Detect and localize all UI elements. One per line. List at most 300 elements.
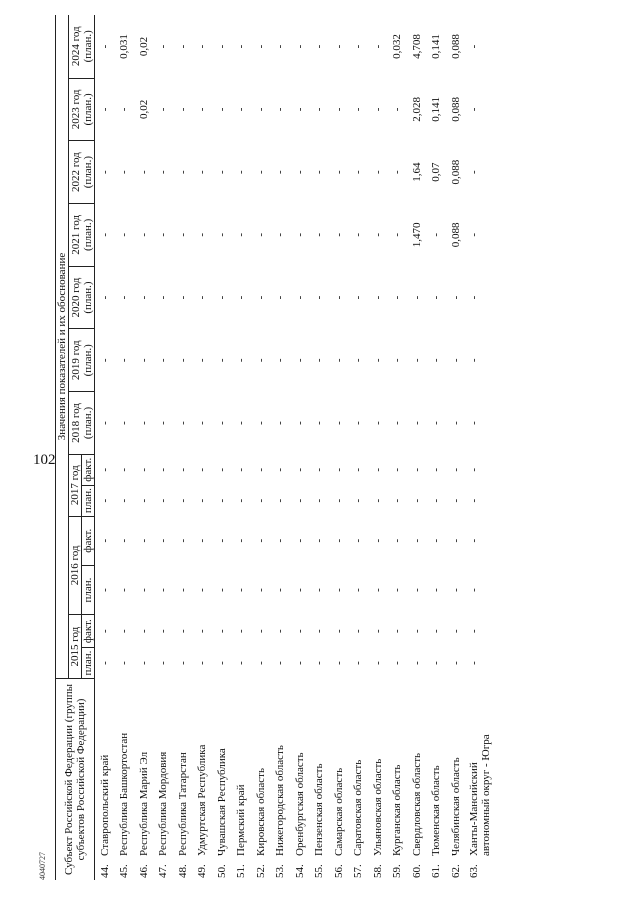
subject-cell bbox=[427, 678, 447, 880]
row-number: 59. bbox=[391, 864, 404, 878]
subject-cell bbox=[154, 678, 174, 880]
subject-name: Ульяновская область bbox=[371, 758, 384, 856]
value-cell: - bbox=[430, 358, 443, 363]
subject-name: Саратовская область bbox=[352, 759, 365, 856]
value-cell: - bbox=[157, 661, 170, 665]
value-cell: - bbox=[467, 538, 480, 543]
value-cell: - bbox=[98, 421, 111, 425]
value-cell: - bbox=[332, 421, 345, 425]
header-year-plan bbox=[69, 329, 95, 392]
value-cell: - bbox=[352, 233, 365, 237]
value-cell: - bbox=[118, 467, 131, 472]
value-cell: - bbox=[98, 358, 111, 363]
value-cell: - bbox=[371, 44, 384, 49]
header-subject: Субъект Российской Федерации (группы субъектов Российской Федерации) bbox=[56, 678, 95, 880]
value-cell: - bbox=[176, 44, 189, 49]
value-cell: - bbox=[313, 233, 326, 237]
value-cell: - bbox=[430, 629, 443, 633]
value-cell: - bbox=[254, 358, 267, 363]
value-cell: 1,470 bbox=[410, 222, 423, 248]
value-cell: - bbox=[274, 538, 287, 543]
value-cell: - bbox=[176, 661, 189, 665]
row-number: 53. bbox=[274, 864, 287, 878]
value-cell: - bbox=[352, 107, 365, 112]
value-cell: - bbox=[352, 467, 365, 472]
value-cell: - bbox=[410, 661, 423, 665]
row-number: 63. bbox=[467, 864, 480, 878]
value-cell: - bbox=[391, 421, 404, 425]
row-number: 54. bbox=[293, 864, 306, 878]
header-year: 2016 год bbox=[69, 516, 82, 615]
subject-name: Чувашская Республика bbox=[215, 748, 228, 856]
header-sub-fact: факт. bbox=[82, 454, 95, 485]
row-number: 52. bbox=[254, 864, 267, 878]
subject-cell bbox=[446, 678, 466, 880]
value-cell: - bbox=[352, 44, 365, 49]
header-year-sub: (план.) bbox=[81, 344, 94, 377]
value-cell: - bbox=[332, 44, 345, 49]
value-cell: - bbox=[196, 538, 209, 543]
value-cell: - bbox=[391, 295, 404, 300]
row-number: 57. bbox=[352, 864, 365, 878]
value-cell: - bbox=[196, 233, 209, 237]
value-cell: - bbox=[371, 588, 384, 592]
value-cell: - bbox=[410, 629, 423, 633]
value-cell: - bbox=[157, 629, 170, 633]
value-cell: - bbox=[157, 295, 170, 300]
value-cell: - bbox=[157, 498, 170, 503]
value-cell: - bbox=[371, 295, 384, 300]
value-cell: - bbox=[467, 498, 480, 503]
value-cell: - bbox=[254, 629, 267, 633]
value-cell: - bbox=[352, 629, 365, 633]
value-cell: - bbox=[137, 233, 150, 237]
value-cell: - bbox=[235, 44, 248, 49]
value-cell: - bbox=[215, 588, 228, 592]
value-cell: - bbox=[274, 421, 287, 425]
value-cell: - bbox=[157, 538, 170, 543]
value-cell: - bbox=[215, 467, 228, 472]
value-cell: - bbox=[313, 44, 326, 49]
value-cell: - bbox=[98, 588, 111, 592]
value-cell: - bbox=[467, 107, 480, 112]
indicators-table bbox=[55, 15, 498, 880]
value-cell: - bbox=[196, 170, 209, 174]
value-cell: - bbox=[449, 467, 462, 472]
subject-name: Курганская область bbox=[391, 764, 404, 856]
subject-cell bbox=[388, 678, 408, 880]
value-cell: - bbox=[98, 538, 111, 543]
value-cell: - bbox=[118, 233, 131, 237]
rotated-table-container bbox=[55, 15, 515, 880]
value-cell: - bbox=[313, 421, 326, 425]
subject-cell bbox=[232, 678, 252, 880]
value-cell: - bbox=[391, 538, 404, 543]
header-sub-fact: факт. bbox=[82, 516, 95, 565]
table-row bbox=[407, 15, 427, 880]
subject-name: Свердловская область bbox=[410, 752, 423, 856]
value-cell: - bbox=[98, 629, 111, 633]
value-cell: - bbox=[98, 170, 111, 174]
value-cell: - bbox=[118, 358, 131, 363]
value-cell: - bbox=[98, 498, 111, 503]
value-cell: 0,141 bbox=[430, 34, 443, 59]
value-cell: - bbox=[235, 629, 248, 633]
value-cell: - bbox=[410, 467, 423, 472]
subject-name: Пермский край bbox=[235, 784, 248, 856]
value-cell: - bbox=[352, 538, 365, 543]
value-cell: - bbox=[196, 107, 209, 112]
subject-name: Нижегородская область bbox=[274, 745, 287, 856]
value-cell: - bbox=[467, 170, 480, 174]
value-cell: - bbox=[98, 44, 111, 49]
value-cell: - bbox=[467, 233, 480, 237]
value-cell: - bbox=[274, 170, 287, 174]
value-cell: 0,02 bbox=[137, 99, 150, 120]
header-sub-plan: план. bbox=[82, 648, 95, 679]
value-cell: - bbox=[157, 358, 170, 363]
value-cell: 0,088 bbox=[449, 97, 462, 122]
value-cell: - bbox=[254, 538, 267, 543]
table-row bbox=[134, 15, 154, 880]
row-number: 46. bbox=[137, 864, 150, 878]
value-cell: - bbox=[274, 629, 287, 633]
value-cell: - bbox=[332, 107, 345, 112]
table-row bbox=[95, 15, 115, 880]
row-number: 45. bbox=[118, 864, 131, 878]
value-cell: - bbox=[371, 358, 384, 363]
value-cell: - bbox=[352, 661, 365, 665]
value-cell: - bbox=[430, 233, 443, 237]
header-values-group: Значения показателей и их обоснование bbox=[56, 15, 69, 678]
subject-name: Республика Мордовия bbox=[157, 751, 170, 856]
value-cell: - bbox=[332, 170, 345, 174]
value-cell: - bbox=[235, 358, 248, 363]
value-cell: - bbox=[449, 358, 462, 363]
value-cell: - bbox=[274, 44, 287, 49]
value-cell: - bbox=[274, 295, 287, 300]
value-cell: - bbox=[254, 467, 267, 472]
value-cell: - bbox=[274, 467, 287, 472]
value-cell: - bbox=[176, 170, 189, 174]
value-cell: - bbox=[176, 498, 189, 503]
value-cell: - bbox=[371, 661, 384, 665]
value-cell: 0,088 bbox=[449, 159, 462, 185]
value-cell: - bbox=[371, 538, 384, 543]
value-cell: - bbox=[410, 421, 423, 425]
subject-name: Ставропольский край bbox=[98, 754, 111, 856]
value-cell: - bbox=[352, 498, 365, 503]
value-cell: 0,141 bbox=[430, 97, 443, 122]
value-cell: 4,708 bbox=[410, 34, 423, 59]
value-cell: - bbox=[215, 661, 228, 665]
value-cell: - bbox=[254, 295, 267, 300]
value-cell: - bbox=[215, 538, 228, 543]
value-cell: - bbox=[371, 629, 384, 633]
value-cell: - bbox=[254, 421, 267, 425]
value-cell: - bbox=[118, 295, 131, 300]
table-row bbox=[290, 15, 310, 880]
value-cell: - bbox=[410, 358, 423, 363]
value-cell: - bbox=[176, 538, 189, 543]
row-number: 49. bbox=[196, 864, 209, 878]
subject-cell bbox=[407, 678, 427, 880]
value-cell: - bbox=[137, 295, 150, 300]
value-cell: - bbox=[274, 588, 287, 592]
page-number: 102 bbox=[33, 452, 56, 468]
header-year-sub: (план.) bbox=[81, 218, 94, 251]
value-cell: - bbox=[430, 498, 443, 503]
table-row bbox=[446, 15, 466, 880]
value-cell: - bbox=[391, 467, 404, 472]
table-row bbox=[173, 15, 193, 880]
value-cell: - bbox=[293, 421, 306, 425]
value-cell: - bbox=[274, 233, 287, 237]
value-cell: - bbox=[118, 538, 131, 543]
value-cell: - bbox=[157, 44, 170, 49]
value-cell: - bbox=[274, 498, 287, 503]
value-cell: - bbox=[467, 421, 480, 425]
document-code: 4040727 bbox=[38, 852, 47, 880]
subject-cell bbox=[271, 678, 291, 880]
value-cell: - bbox=[235, 170, 248, 174]
table-row bbox=[193, 15, 213, 880]
value-cell: - bbox=[196, 588, 209, 592]
subject-name: Кировская область bbox=[254, 767, 267, 856]
subject-name: Республика Марий Эл bbox=[137, 751, 150, 856]
value-cell: - bbox=[137, 358, 150, 363]
header-year-label: 2019 год bbox=[69, 340, 82, 381]
subject-name bbox=[468, 734, 492, 856]
value-cell: - bbox=[430, 295, 443, 300]
value-cell: - bbox=[313, 107, 326, 112]
subject-name: Республика Башкортостан bbox=[118, 732, 131, 856]
value-cell: - bbox=[371, 170, 384, 174]
row-number: 44. bbox=[98, 864, 111, 878]
header-year-plan bbox=[69, 392, 95, 455]
value-cell: - bbox=[196, 44, 209, 49]
header-year: 2015 год bbox=[69, 615, 82, 679]
header-sub-fact: факт. bbox=[82, 615, 95, 648]
value-cell: - bbox=[352, 588, 365, 592]
value-cell: - bbox=[118, 498, 131, 503]
value-cell: - bbox=[430, 661, 443, 665]
value-cell: - bbox=[157, 107, 170, 112]
value-cell: - bbox=[410, 588, 423, 592]
value-cell: - bbox=[235, 467, 248, 472]
header-sub-plan: план. bbox=[82, 565, 95, 614]
value-cell: - bbox=[449, 498, 462, 503]
row-number: 55. bbox=[313, 864, 326, 878]
value-cell: - bbox=[467, 44, 480, 49]
value-cell: - bbox=[176, 588, 189, 592]
value-cell: - bbox=[254, 170, 267, 174]
subject-name: Самарская область bbox=[332, 767, 345, 856]
header-year-label: 2024 год bbox=[69, 26, 82, 67]
value-cell: - bbox=[352, 295, 365, 300]
row-number: 58. bbox=[371, 864, 384, 878]
value-cell: - bbox=[391, 588, 404, 592]
value-cell: - bbox=[137, 538, 150, 543]
table-row bbox=[251, 15, 271, 880]
subject-cell bbox=[290, 678, 310, 880]
value-cell: 0,02 bbox=[137, 36, 150, 57]
value-cell: - bbox=[196, 421, 209, 425]
value-cell: - bbox=[196, 467, 209, 472]
value-cell: - bbox=[332, 498, 345, 503]
row-number: 51. bbox=[235, 864, 248, 878]
subject-name: Оренбургская область bbox=[293, 752, 306, 856]
value-cell: - bbox=[467, 295, 480, 300]
value-cell: - bbox=[391, 358, 404, 363]
value-cell: - bbox=[293, 467, 306, 472]
value-cell: - bbox=[352, 421, 365, 425]
value-cell: - bbox=[332, 358, 345, 363]
value-cell: - bbox=[235, 421, 248, 425]
value-cell: - bbox=[371, 107, 384, 112]
row-number: 56. bbox=[332, 864, 345, 878]
value-cell: - bbox=[293, 44, 306, 49]
value-cell: - bbox=[332, 588, 345, 592]
subject-cell bbox=[212, 678, 232, 880]
value-cell: - bbox=[293, 661, 306, 665]
header-year: 2017 год bbox=[69, 454, 82, 516]
value-cell: - bbox=[449, 588, 462, 592]
value-cell: - bbox=[293, 498, 306, 503]
value-cell: - bbox=[176, 421, 189, 425]
value-cell: - bbox=[293, 295, 306, 300]
header-year-sub: (план.) bbox=[81, 406, 94, 440]
value-cell: - bbox=[313, 538, 326, 543]
header-year-plan bbox=[69, 15, 95, 78]
value-cell: - bbox=[118, 661, 131, 665]
value-cell: - bbox=[254, 588, 267, 592]
value-cell: - bbox=[98, 661, 111, 665]
value-cell: - bbox=[313, 467, 326, 472]
table-row bbox=[329, 15, 349, 880]
value-cell: - bbox=[274, 661, 287, 665]
value-cell: - bbox=[176, 358, 189, 363]
value-cell: - bbox=[467, 358, 480, 363]
value-cell: - bbox=[449, 421, 462, 425]
value-cell: - bbox=[449, 661, 462, 665]
subject-cell bbox=[95, 678, 115, 880]
value-cell: - bbox=[118, 170, 131, 174]
table-row bbox=[115, 15, 135, 880]
value-cell: - bbox=[293, 588, 306, 592]
table-row bbox=[154, 15, 174, 880]
value-cell: - bbox=[254, 498, 267, 503]
subject-name-line: автономный округ - Югра bbox=[479, 734, 492, 856]
value-cell: - bbox=[215, 295, 228, 300]
value-cell: - bbox=[293, 107, 306, 112]
value-cell: - bbox=[137, 421, 150, 425]
value-cell: 0,07 bbox=[430, 162, 443, 182]
table-row bbox=[368, 15, 388, 880]
value-cell: - bbox=[157, 170, 170, 174]
header-year-plan bbox=[69, 266, 95, 329]
value-cell: - bbox=[137, 588, 150, 592]
value-cell: - bbox=[313, 170, 326, 174]
value-cell: - bbox=[313, 498, 326, 503]
value-cell: - bbox=[391, 170, 404, 174]
header-year-plan bbox=[69, 78, 95, 141]
value-cell: - bbox=[430, 421, 443, 425]
table-row bbox=[271, 15, 291, 880]
value-cell: - bbox=[137, 467, 150, 472]
row-number: 62. bbox=[449, 864, 462, 878]
value-cell: - bbox=[371, 467, 384, 472]
value-cell: - bbox=[235, 233, 248, 237]
value-cell: - bbox=[254, 661, 267, 665]
value-cell: - bbox=[332, 629, 345, 633]
value-cell: - bbox=[313, 588, 326, 592]
value-cell: 0,031 bbox=[118, 34, 131, 59]
value-cell: - bbox=[98, 107, 111, 112]
header-year-label: 2020 год bbox=[69, 277, 82, 318]
subject-cell bbox=[310, 678, 330, 880]
row-number: 60. bbox=[410, 864, 423, 878]
value-cell: 0,032 bbox=[391, 34, 404, 59]
header-year-plan bbox=[69, 203, 95, 266]
header-year-label: 2018 год bbox=[69, 403, 82, 443]
value-cell: - bbox=[352, 170, 365, 174]
value-cell: - bbox=[176, 107, 189, 112]
value-cell: - bbox=[215, 421, 228, 425]
value-cell: - bbox=[274, 358, 287, 363]
table-row bbox=[427, 15, 447, 880]
value-cell: - bbox=[98, 233, 111, 237]
row-number: 47. bbox=[157, 864, 170, 878]
value-cell: - bbox=[410, 295, 423, 300]
value-cell: - bbox=[137, 661, 150, 665]
value-cell: - bbox=[391, 498, 404, 503]
value-cell: - bbox=[371, 498, 384, 503]
header-year-label: 2021 год bbox=[69, 214, 82, 255]
table-row bbox=[349, 15, 369, 880]
table-row bbox=[232, 15, 252, 880]
value-cell: - bbox=[449, 538, 462, 543]
value-cell: - bbox=[467, 467, 480, 472]
value-cell: - bbox=[157, 467, 170, 472]
value-cell: - bbox=[371, 421, 384, 425]
value-cell: - bbox=[176, 295, 189, 300]
subject-cell bbox=[173, 678, 193, 880]
value-cell: - bbox=[410, 498, 423, 503]
value-cell: - bbox=[332, 467, 345, 472]
header-sub-plan: план. bbox=[82, 485, 95, 516]
header-year-label: 2022 год bbox=[69, 152, 82, 192]
table-row bbox=[466, 15, 498, 880]
value-cell: - bbox=[137, 498, 150, 503]
value-cell: - bbox=[391, 629, 404, 633]
row-number: 50. bbox=[215, 864, 228, 878]
row-number: 61. bbox=[430, 864, 443, 878]
row-number: 48. bbox=[176, 864, 189, 878]
value-cell: - bbox=[215, 498, 228, 503]
value-cell: - bbox=[391, 107, 404, 112]
value-cell: - bbox=[157, 421, 170, 425]
value-cell: - bbox=[176, 467, 189, 472]
value-cell: - bbox=[157, 588, 170, 592]
value-cell: - bbox=[313, 661, 326, 665]
value-cell: - bbox=[293, 233, 306, 237]
subject-name: Тюменская область bbox=[430, 765, 443, 856]
value-cell: - bbox=[235, 498, 248, 503]
value-cell: - bbox=[215, 170, 228, 174]
value-cell: - bbox=[274, 107, 287, 112]
value-cell: - bbox=[196, 295, 209, 300]
